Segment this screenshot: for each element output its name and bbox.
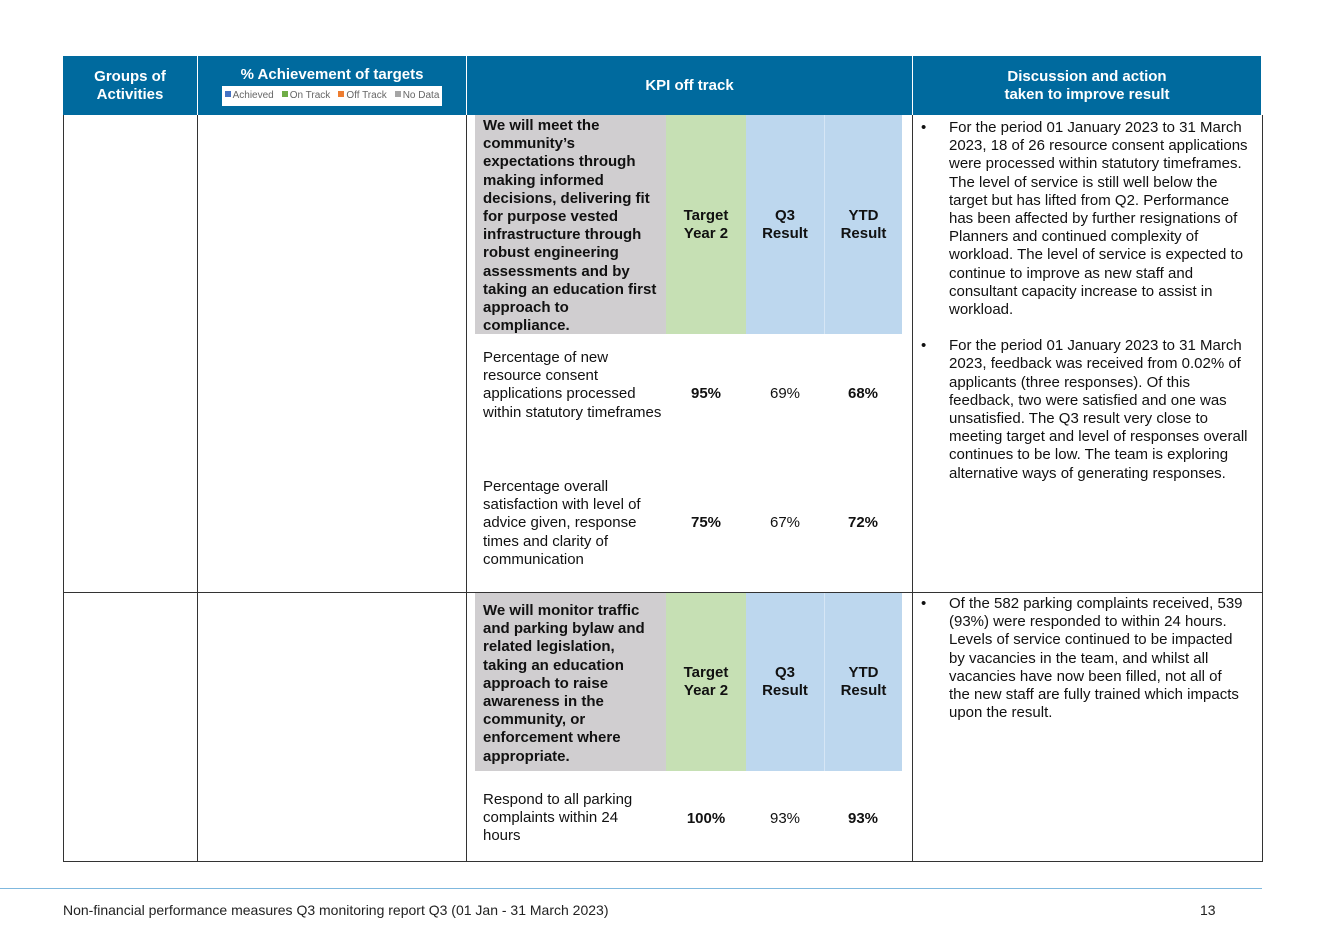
grid-line [466, 115, 467, 862]
grid-line [197, 115, 198, 862]
col-q3-2-label: Q3 Result [762, 664, 808, 699]
grid-line [63, 115, 64, 862]
kpi-goal-1-text: We will meet the community’s expectations through making informed decisions, delivering fit for purpose vested infrastructure through robust engineering assessments and by taking an education first approach to compliance. [483, 117, 657, 335]
measure-ytd: 93% [847, 809, 879, 827]
measure-q3: 67% [769, 513, 801, 531]
col-ytd-2 [824, 593, 902, 771]
grid-line [1262, 115, 1263, 862]
measure-target: 75% [690, 513, 722, 531]
legend-swatch-no-data [395, 91, 401, 97]
discussion-1 [913, 119, 1261, 501]
measure-ytd: 72% [847, 513, 879, 531]
discussion-2 [913, 595, 1261, 740]
discussion-item: • For the period 01 January 2023 to 31 March 2023, feedback was received from 0.02% of applicants (three responses). Of this feedback, two were satisfied and one was unsatisfied. The Q3 result very close to meeting target and level of responses overall continues to be low. The team is exploring alternative ways of generating responses. [913, 337, 1255, 483]
col-ytd-2-label: YTD Result [840, 664, 887, 699]
legend-swatch-off-track [338, 91, 344, 97]
col-q3-2 [746, 593, 824, 771]
legend-achieved: Achieved [225, 87, 274, 105]
header-discussion [913, 56, 1261, 115]
col-ytd-1-label: YTD Result [840, 206, 887, 242]
col-target-2 [666, 593, 746, 771]
footer-text: Non-financial performance measures Q3 monitoring report Q3 (01 Jan - 31 March 2023) [63, 902, 609, 918]
legend-on-track: On Track [282, 87, 331, 105]
discussion-item: • Of the 582 parking complaints received, 539 (93%) were responded to within 24 hours. Levels of service continued to be impacted by vacancies in the team, and whilst all vacancies have now been filled, not all of the new staff are fully trained which impacts upon the result. [913, 595, 1243, 722]
legend-no-data: No Data [395, 87, 440, 105]
measure-ytd: 68% [847, 384, 879, 402]
kpi-goal-1 [475, 115, 666, 334]
discussion-item: • For the period 01 January 2023 to 31 March 2023, 18 of 26 resource consent applications were processed within statutory timeframes. The level of service is still well below the target but has lifted from Q2. Performance has been affected by further resignations of Planners and continued complexity of workload. The level of service is expected to continue to improve as new staff and consultant capacity increase to assist in workload. [913, 119, 1255, 319]
grid-line [63, 861, 1263, 862]
header-achievement [198, 56, 467, 115]
col-q3-1 [746, 115, 824, 334]
col-ytd-1 [824, 115, 902, 334]
legend-swatch-achieved [225, 91, 231, 97]
measure-text: Percentage of new resource consent applications processed within statutory timeframes [483, 349, 662, 421]
measure-q3: 69% [769, 384, 801, 402]
kpi-goal-2-text: We will monitor traffic and parking bylaw and related legislation, taking an education approach to raise awareness in the community, or enforcement where appropriate. [483, 602, 645, 765]
measure-text: Respond to all parking complaints within 24 hours [483, 791, 633, 845]
col-q3-1-label: Q3 Result [762, 206, 808, 242]
header-kpi [467, 56, 913, 115]
col-target-1 [666, 115, 746, 334]
col-target-1-label: Target Year 2 [683, 206, 729, 242]
header-groups-label: Groups of Activities [94, 67, 166, 103]
page-number: 13 [1200, 902, 1216, 918]
measure-target: 95% [690, 384, 722, 402]
measure-q3: 93% [769, 809, 801, 827]
header-achievement-label: % Achievement of targets [240, 65, 424, 83]
header-kpi-label: KPI off track [645, 76, 734, 94]
measure-text: Percentage overall satisfaction with level of advice given, response times and clarity of communication [483, 478, 641, 568]
footer-rule [0, 888, 1262, 889]
col-target-2-label: Target Year 2 [683, 664, 729, 699]
kpi-goal-2 [475, 593, 666, 771]
header-discussion-label: Discussion and action taken to improve result [1004, 67, 1170, 103]
achievement-legend [222, 86, 443, 106]
legend-swatch-on-track [282, 91, 288, 97]
legend-off-track: Off Track [338, 87, 386, 105]
header-groups [63, 56, 198, 115]
measure-target: 100% [686, 809, 726, 827]
